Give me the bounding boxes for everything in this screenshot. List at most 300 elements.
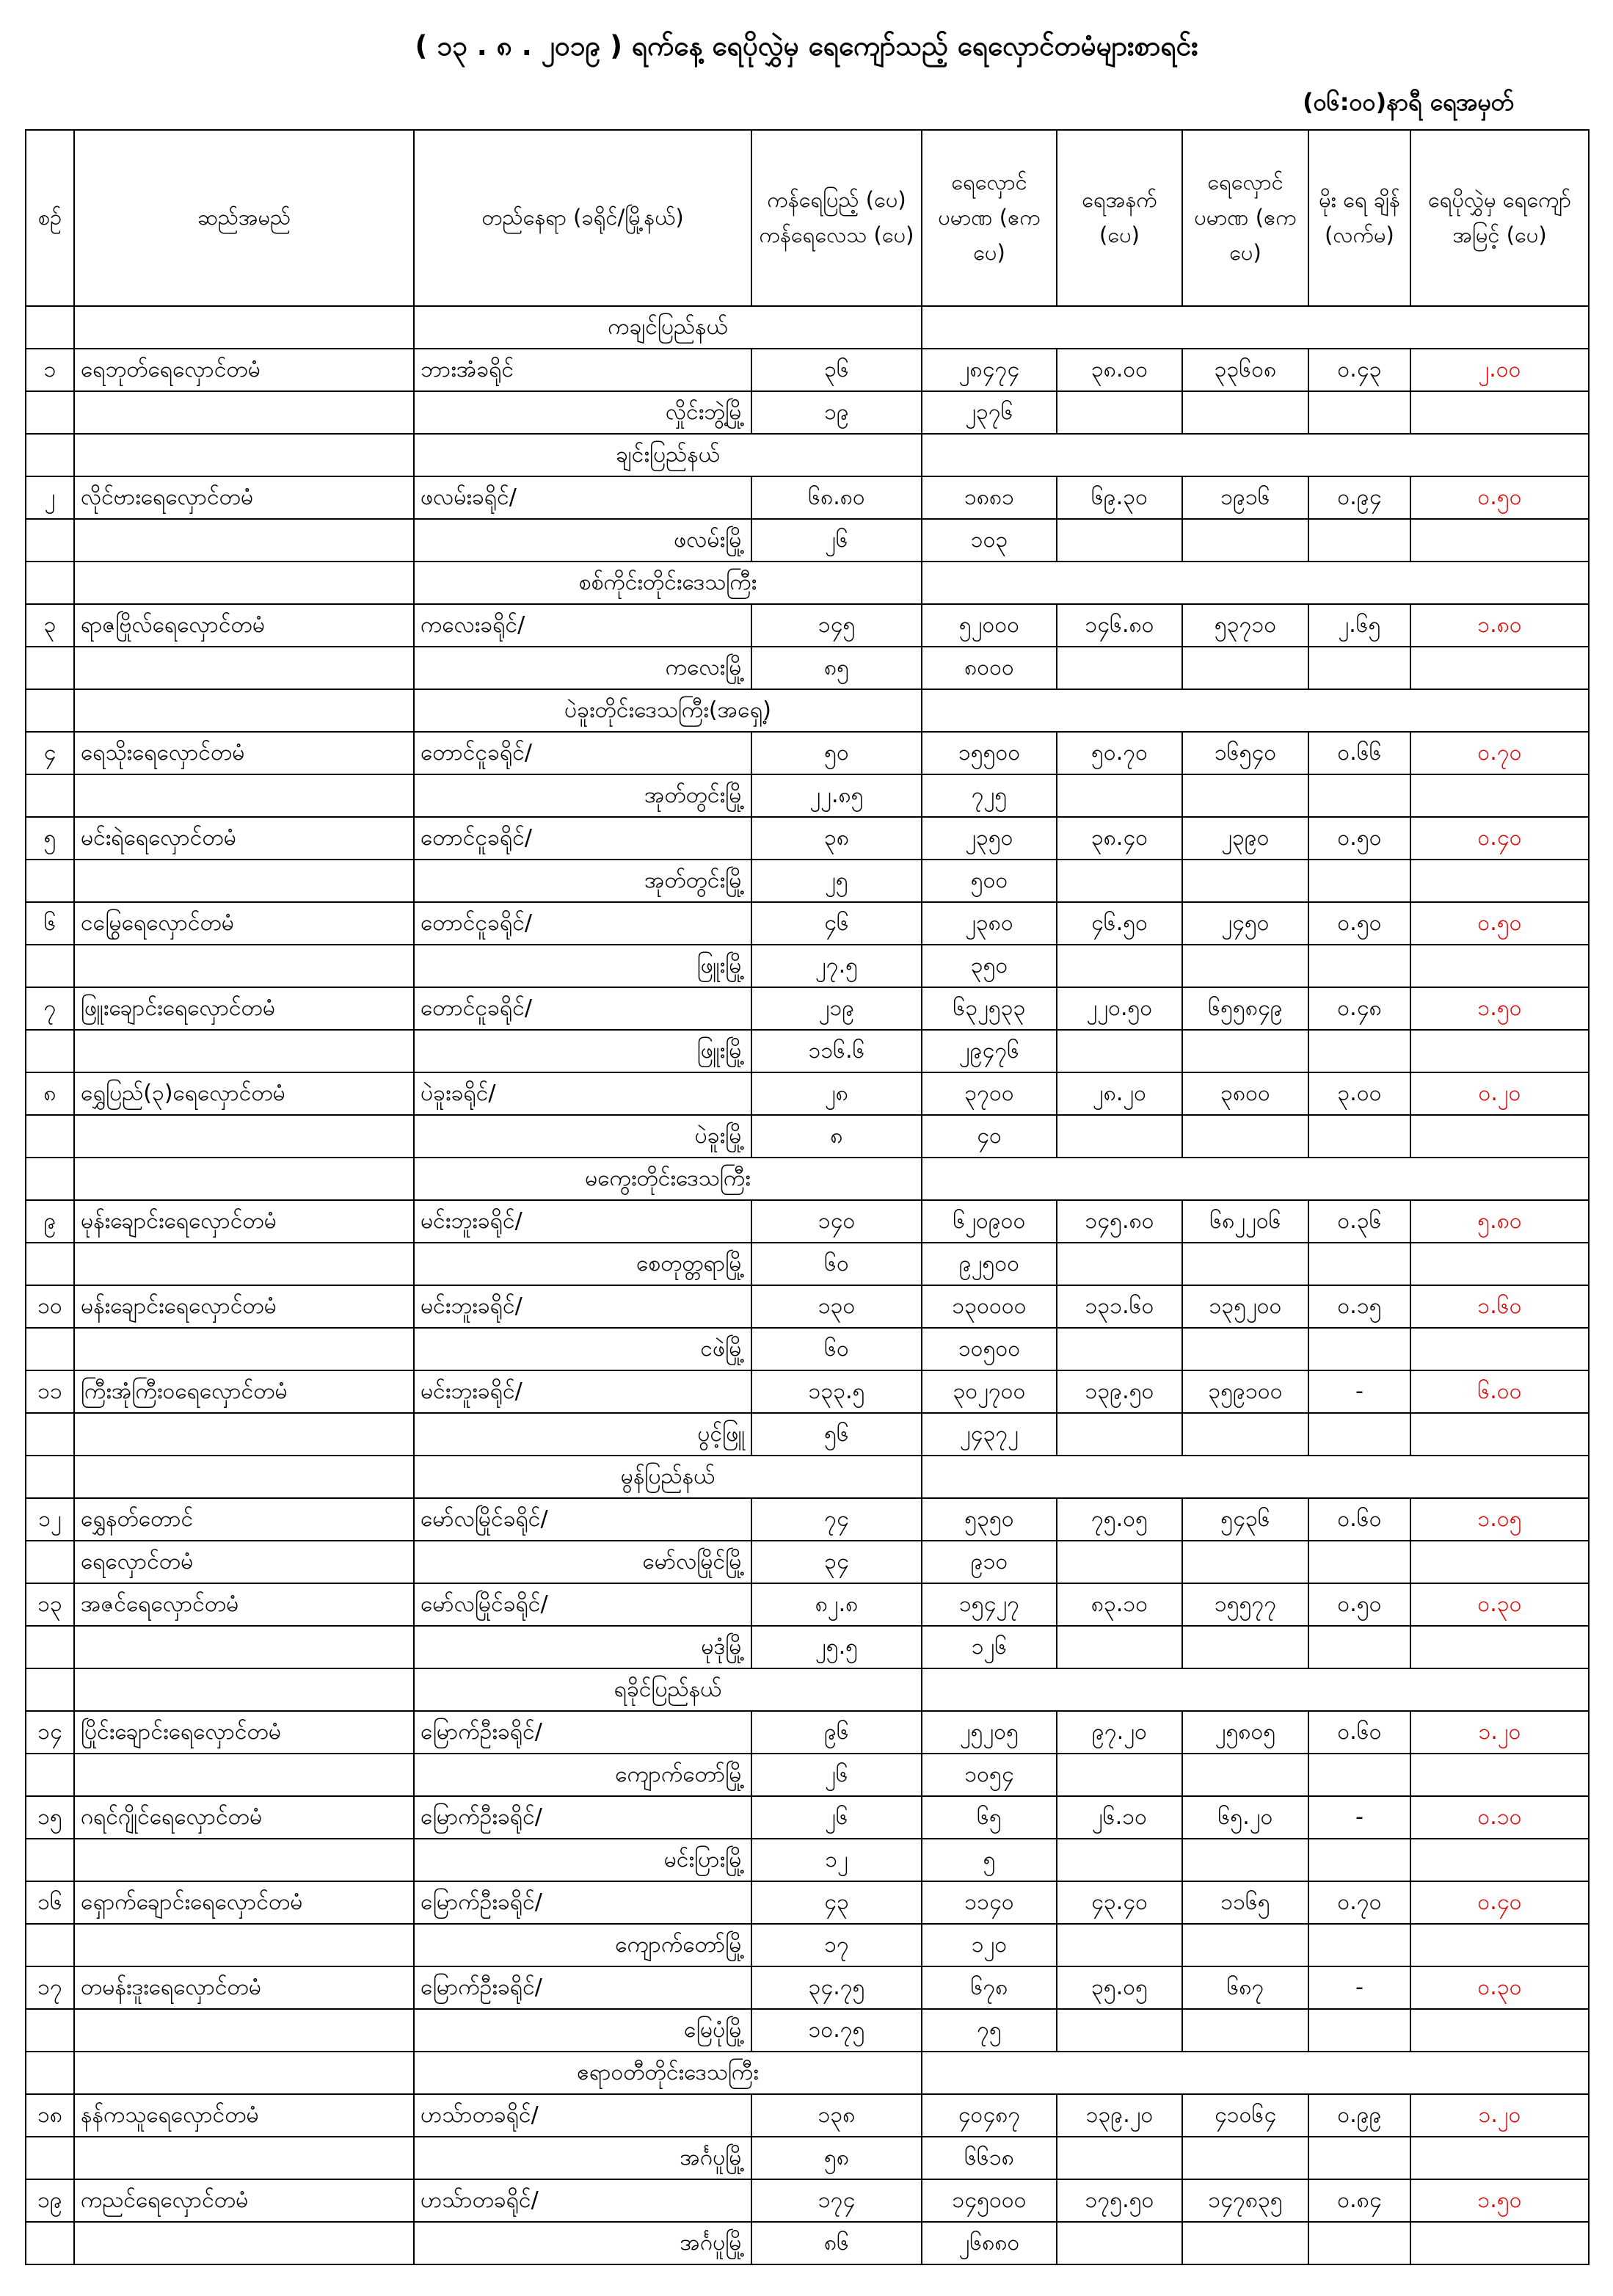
cell-empty <box>1057 1328 1182 1370</box>
cell-dam-name <box>74 1030 414 1072</box>
cell-no <box>26 1158 74 1200</box>
cell-empty <box>1057 2222 1182 2264</box>
cell-area: ၂၆ <box>751 1754 922 1796</box>
cell-empty <box>1410 2222 1589 2264</box>
cell-empty <box>1410 1626 1589 1668</box>
cell-empty <box>922 2052 1589 2094</box>
cell-empty <box>1057 647 1182 689</box>
cell-rainfall: ၀.၅၀ <box>1308 1583 1410 1626</box>
cell-no <box>26 1456 74 1498</box>
table-subrow <box>26 1413 1589 1456</box>
cell-overflow: ၀.၅၀ <box>1410 902 1589 945</box>
table-row <box>26 1072 1589 1115</box>
cell-no <box>26 1839 74 1881</box>
cell-overflow: ၀.၃၀ <box>1410 1966 1589 2009</box>
cell-overflow: ၀.၅၀ <box>1410 476 1589 519</box>
cell-empty <box>1182 860 1308 902</box>
cell-full-level: ၁၃၈ <box>751 2094 922 2137</box>
cell-rainfall: ၀.၄၈ <box>1308 987 1410 1030</box>
cell-district: တောင်ငူခရိုင်/ <box>414 732 751 774</box>
table-row <box>26 1370 1589 1413</box>
cell-no <box>26 860 74 902</box>
cell-dam-name <box>74 1243 414 1285</box>
cell-water-level: ၃၅.၀၅ <box>1057 1966 1182 2009</box>
cell-rainfall: ၀.၆၆ <box>1308 732 1410 774</box>
cell-capacity: ၅၂၀၀၀ <box>922 604 1057 647</box>
table-subrow <box>26 519 1589 562</box>
cell-dam-name: နန်ကသူရေလှောင်တမံ <box>74 2094 414 2137</box>
cell-area-capacity: ၉၂၅၀၀ <box>922 1243 1057 1285</box>
cell-area: ၃၄ <box>751 1541 922 1583</box>
cell-district: မင်းဘူးခရိုင်/ <box>414 1370 751 1413</box>
cell-storage: ၆၅၅၈၄၉ <box>1182 987 1308 1030</box>
cell-no: ၁၁ <box>26 1370 74 1413</box>
cell-overflow: ၂.၀၀ <box>1410 349 1589 391</box>
cell-rainfall: - <box>1308 1796 1410 1839</box>
col-header-water-level: ရေအနက် (ပေ) <box>1057 130 1182 306</box>
cell-full-level: ၃၆ <box>751 349 922 391</box>
cell-township: ကလေးမြို့ <box>414 647 751 689</box>
cell-no <box>26 1115 74 1158</box>
cell-empty <box>922 306 1589 349</box>
region-row <box>26 562 1589 604</box>
cell-empty <box>1410 860 1589 902</box>
cell-full-level: ၆၈.၈၀ <box>751 476 922 519</box>
cell-empty <box>1308 1754 1410 1796</box>
table-row <box>26 1711 1589 1754</box>
cell-empty <box>1057 1924 1182 1966</box>
cell-overflow: ၀.၇၀ <box>1410 732 1589 774</box>
cell-area-capacity: ၇၅ <box>922 2009 1057 2052</box>
cell-rainfall: ၀.၈၄ <box>1308 2179 1410 2222</box>
cell-no: ၁၇ <box>26 1966 74 2009</box>
cell-full-level: ၁၃၃.၅ <box>751 1370 922 1413</box>
cell-capacity: ၁၅၅၀၀ <box>922 732 1057 774</box>
cell-name <box>74 562 414 604</box>
cell-dam-name: ရွှေနတ်တောင် <box>74 1498 414 1541</box>
cell-area-capacity: ၁၂၆ <box>922 1626 1057 1668</box>
cell-district: မြောက်ဦးခရိုင်/ <box>414 1796 751 1839</box>
cell-district: မြောက်ဦးခရိုင်/ <box>414 1966 751 2009</box>
cell-capacity: ၁၅၄၂၇ <box>922 1583 1057 1626</box>
cell-no: ၁၃ <box>26 1583 74 1626</box>
cell-empty <box>1308 2222 1410 2264</box>
cell-empty <box>1057 1413 1182 1456</box>
table-subrow <box>26 1243 1589 1285</box>
cell-water-level: ၄၆.၅၀ <box>1057 902 1182 945</box>
cell-district: ဟသ်ာတခရိုင်/ <box>414 2094 751 2137</box>
table-row <box>26 902 1589 945</box>
table-subrow <box>26 391 1589 434</box>
cell-district: မြောက်ဦးခရိုင်/ <box>414 1881 751 1924</box>
region-row <box>26 689 1589 732</box>
cell-district: မော်လမြိုင်ခရိုင်/ <box>414 1583 751 1626</box>
cell-water-level: ၂၈.၂၀ <box>1057 1072 1182 1115</box>
cell-water-level: ၂၆.၁၀ <box>1057 1796 1182 1839</box>
cell-full-level: ၂၁၉ <box>751 987 922 1030</box>
cell-no: ၇ <box>26 987 74 1030</box>
cell-empty <box>1410 1924 1589 1966</box>
cell-no <box>26 1413 74 1456</box>
cell-area-capacity: ၁၀၅၀၀ <box>922 1328 1057 1370</box>
region-row <box>26 1456 1589 1498</box>
cell-area: ၂၇.၅ <box>751 945 922 987</box>
cell-empty <box>1182 647 1308 689</box>
cell-area-capacity: ၅ <box>922 1839 1057 1881</box>
cell-rainfall: ၀.၉၄ <box>1308 476 1410 519</box>
cell-dam-name <box>74 774 414 817</box>
cell-capacity: ၁၈၈၁ <box>922 476 1057 519</box>
cell-full-level: ၁၄၅ <box>751 604 922 647</box>
cell-water-level: ၁၄၆.၈၀ <box>1057 604 1182 647</box>
cell-no: ၄ <box>26 732 74 774</box>
cell-capacity: ၃၇၀၀ <box>922 1072 1057 1115</box>
cell-township: မုဒုံမြို့ <box>414 1626 751 1668</box>
cell-dam-name: ငမြွေရေလှောင်တမံ <box>74 902 414 945</box>
cell-empty <box>1308 2009 1410 2052</box>
cell-empty <box>1410 1115 1589 1158</box>
cell-no <box>26 1924 74 1966</box>
cell-empty <box>922 1158 1589 1200</box>
cell-area: ၂၅.၅ <box>751 1626 922 1668</box>
cell-township: ဖလမ်းမြို့ <box>414 519 751 562</box>
cell-storage: ၁၅၅၇၇ <box>1182 1583 1308 1626</box>
cell-rainfall: ၀.၃၆ <box>1308 1200 1410 1243</box>
cell-area-capacity: ၂၃၇၆ <box>922 391 1057 434</box>
cell-dam-name: ရာဇဗြိုလ်ရေလှောင်တမံ <box>74 604 414 647</box>
cell-empty <box>922 689 1589 732</box>
table-subrow <box>26 1924 1589 1966</box>
cell-water-level: ၄၃.၄၀ <box>1057 1881 1182 1924</box>
cell-water-level: ၉၇.၂၀ <box>1057 1711 1182 1754</box>
table-row <box>26 2179 1589 2222</box>
cell-full-level: ၇၄ <box>751 1498 922 1541</box>
cell-area-capacity: ၆၆၁၈ <box>922 2137 1057 2179</box>
cell-township: မော်လမြိုင်မြို့ <box>414 1541 751 1583</box>
cell-dam-name <box>74 1754 414 1796</box>
cell-dam-name: ရေဘုတ်ရေလှောင်တမံ <box>74 349 414 391</box>
cell-dam-name <box>74 1839 414 1881</box>
table-row <box>26 1881 1589 1924</box>
cell-empty <box>1410 1030 1589 1072</box>
cell-empty <box>1308 2137 1410 2179</box>
cell-area-capacity: ၂၉၄၇၆ <box>922 1030 1057 1072</box>
cell-overflow: ၁.၅၀ <box>1410 2179 1589 2222</box>
cell-rainfall: ၂.၆၅ <box>1308 604 1410 647</box>
cell-empty <box>1182 1541 1308 1583</box>
cell-storage: ၆၅.၂၀ <box>1182 1796 1308 1839</box>
region-row <box>26 1668 1589 1711</box>
cell-dam-name <box>74 1626 414 1668</box>
cell-no <box>26 2009 74 2052</box>
cell-district: မြောက်ဦးခရိုင်/ <box>414 1711 751 1754</box>
table-subrow <box>26 1328 1589 1370</box>
cell-empty <box>1182 2137 1308 2179</box>
cell-empty <box>1410 1754 1589 1796</box>
cell-district: ပဲခူးခရိုင်/ <box>414 1072 751 1115</box>
cell-no <box>26 774 74 817</box>
cell-no: ၃ <box>26 604 74 647</box>
cell-area-capacity: ၂၄၃၇၂ <box>922 1413 1057 1456</box>
cell-area: ၆၀ <box>751 1328 922 1370</box>
cell-no: ၅ <box>26 817 74 860</box>
table-subrow <box>26 1754 1589 1796</box>
cell-empty <box>1308 1839 1410 1881</box>
cell-area-capacity: ၅၀၀ <box>922 860 1057 902</box>
cell-empty <box>922 1456 1589 1498</box>
cell-storage: ၄၁၀၆၄ <box>1182 2094 1308 2137</box>
cell-empty <box>1410 647 1589 689</box>
cell-empty <box>1308 945 1410 987</box>
cell-storage: ၂၃၉၀ <box>1182 817 1308 860</box>
cell-no: ၁၀ <box>26 1285 74 1328</box>
cell-no <box>26 1243 74 1285</box>
cell-area-capacity: ၉၁၀ <box>922 1541 1057 1583</box>
cell-township: အင်္ဂပူမြို့ <box>414 2222 751 2264</box>
cell-empty <box>1410 1328 1589 1370</box>
cell-no: ၁၄ <box>26 1711 74 1754</box>
col-header-name: ဆည်အမည် <box>74 130 414 306</box>
cell-empty <box>1410 945 1589 987</box>
cell-empty <box>1057 519 1182 562</box>
cell-empty <box>1057 1541 1182 1583</box>
cell-district: တောင်ငူခရိုင်/ <box>414 817 751 860</box>
cell-township: ငဖဲမြို့ <box>414 1328 751 1370</box>
cell-area-capacity: ၄၀ <box>922 1115 1057 1158</box>
cell-overflow: ၁.၀၅ <box>1410 1498 1589 1541</box>
cell-rainfall: - <box>1308 1370 1410 1413</box>
cell-empty <box>1182 1243 1308 1285</box>
table-subrow <box>26 1030 1589 1072</box>
cell-full-level: ၈၂.၈ <box>751 1583 922 1626</box>
cell-no: ၁၈ <box>26 2094 74 2137</box>
cell-no: ၁၉ <box>26 2179 74 2222</box>
cell-overflow: ၆.၀၀ <box>1410 1370 1589 1413</box>
cell-empty <box>1410 2009 1589 2052</box>
cell-no: ၁၆ <box>26 1881 74 1924</box>
col-header-rainfall: မိုး ရေ ချိန် (လက်မ) <box>1308 130 1410 306</box>
cell-township: မင်းပြားမြို့ <box>414 1839 751 1881</box>
cell-no <box>26 647 74 689</box>
table-row <box>26 1583 1589 1626</box>
cell-empty <box>1410 774 1589 817</box>
table-row <box>26 1796 1589 1839</box>
cell-district: ဟသ်ာတခရိုင်/ <box>414 2179 751 2222</box>
cell-storage: ၁၉၁၆ <box>1182 476 1308 519</box>
cell-dam-name: ရှောက်ချောင်းရေလှောင်တမံ <box>74 1881 414 1924</box>
cell-dam-name <box>74 647 414 689</box>
cell-dam-name: တမန်းဒူးရေလှောင်တမံ <box>74 1966 414 2009</box>
cell-empty <box>1410 1413 1589 1456</box>
cell-empty <box>1410 1541 1589 1583</box>
cell-empty <box>922 1668 1589 1711</box>
cell-full-level: ၃၈ <box>751 817 922 860</box>
cell-area: ၂၂.၈၅ <box>751 774 922 817</box>
cell-dam-name <box>74 945 414 987</box>
cell-no: ၁၂ <box>26 1498 74 1541</box>
table-row <box>26 349 1589 391</box>
cell-overflow: ၀.၄၀ <box>1410 1881 1589 1924</box>
cell-empty <box>1308 860 1410 902</box>
cell-empty <box>1308 774 1410 817</box>
cell-no <box>26 1754 74 1796</box>
cell-empty <box>1057 1754 1182 1796</box>
cell-dam-name <box>74 1924 414 1966</box>
cell-overflow: ၅.၈၀ <box>1410 1200 1589 1243</box>
cell-empty <box>1182 1839 1308 1881</box>
header-row <box>26 130 1589 306</box>
cell-storage: ၅၄၃၆ <box>1182 1498 1308 1541</box>
cell-district: မော်လမြိုင်ခရိုင်/ <box>414 1498 751 1541</box>
cell-full-level: ၄၃ <box>751 1881 922 1924</box>
cell-name <box>74 1456 414 1498</box>
table-subrow <box>26 1839 1589 1881</box>
cell-dam-name: ကြီးအုံကြီးဝရေလှောင်တမံ <box>74 1370 414 1413</box>
page-title: ( ၁၃ . ၈ . ၂၀၁၉ ) ရက်နေ့ ရေပိုလွှဲမှ ရေကျော်သည့် ရေလှောင်တမံများစာရင်း <box>415 30 1198 62</box>
cell-capacity: ၄၀၄၈၇ <box>922 2094 1057 2137</box>
cell-empty <box>1308 647 1410 689</box>
cell-empty <box>1308 519 1410 562</box>
cell-full-level: ၁၃၀ <box>751 1285 922 1328</box>
cell-overflow: ၁.၂၀ <box>1410 1711 1589 1754</box>
cell-storage: ၂၅၈၀၅ <box>1182 1711 1308 1754</box>
cell-overflow: ၁.၆၀ <box>1410 1285 1589 1328</box>
cell-no <box>26 2137 74 2179</box>
cell-capacity: ၆၂၀၉၀၀ <box>922 1200 1057 1243</box>
cell-area-capacity: ၈၀၀၀ <box>922 647 1057 689</box>
cell-area: ၅၈ <box>751 2137 922 2179</box>
cell-area: ၈ <box>751 1115 922 1158</box>
cell-dam-name <box>74 860 414 902</box>
table-row <box>26 1498 1589 1541</box>
cell-empty <box>1182 1030 1308 1072</box>
cell-name <box>74 306 414 349</box>
region-name: မကွေးတိုင်းဒေသကြီး <box>414 1158 922 1200</box>
cell-full-level: ၁၇၄ <box>751 2179 922 2222</box>
table-body <box>26 306 1589 2264</box>
cell-empty <box>1308 1626 1410 1668</box>
cell-rainfall: ၃.၀၀ <box>1308 1072 1410 1115</box>
table-subrow <box>26 860 1589 902</box>
cell-storage: ၃၃၆၀၈ <box>1182 349 1308 391</box>
cell-storage: ၆၈၂၂၀၆ <box>1182 1200 1308 1243</box>
cell-storage: ၁၁၆၅ <box>1182 1881 1308 1924</box>
cell-area-capacity: ၁၀၅၄ <box>922 1754 1057 1796</box>
cell-dam-name <box>74 1115 414 1158</box>
cell-area: ၈၅ <box>751 647 922 689</box>
cell-empty <box>1410 519 1589 562</box>
cell-water-level: ၂၂၀.၅၀ <box>1057 987 1182 1030</box>
cell-empty <box>1182 1626 1308 1668</box>
cell-district: ဖလမ်းခရိုင်/ <box>414 476 751 519</box>
table-row <box>26 1200 1589 1243</box>
cell-rainfall: ၀.၅၀ <box>1308 817 1410 860</box>
cell-empty <box>1057 860 1182 902</box>
cell-dam-name: ပြိုင်းချောင်းရေလှောင်တမံ <box>74 1711 414 1754</box>
cell-empty <box>1308 1541 1410 1583</box>
cell-township: လှိုင်းဘွဲ့မြို့ <box>414 391 751 434</box>
cell-area-capacity: ၇၂၅ <box>922 774 1057 817</box>
table-subrow <box>26 1626 1589 1668</box>
cell-empty <box>1057 2009 1182 2052</box>
cell-empty <box>1308 1115 1410 1158</box>
cell-overflow: ၁.၅၀ <box>1410 987 1589 1030</box>
cell-capacity: ၁၁၄၀ <box>922 1881 1057 1924</box>
cell-empty <box>922 562 1589 604</box>
region-name: ပဲခူးတိုင်းဒေသကြီး(အရှေ့) <box>414 689 922 732</box>
cell-empty <box>1308 1924 1410 1966</box>
cell-water-level: ၁၃၉.၂၀ <box>1057 2094 1182 2137</box>
cell-area: ၂၆ <box>751 519 922 562</box>
cell-empty <box>1182 1754 1308 1796</box>
region-name: ချင်းပြည်နယ် <box>414 434 922 476</box>
table-subrow <box>26 2009 1589 2052</box>
cell-district: ဘားအံခရိုင် <box>414 349 751 391</box>
cell-no <box>26 945 74 987</box>
table-subrow <box>26 774 1589 817</box>
cell-empty <box>1182 519 1308 562</box>
cell-overflow: ၀.၂၀ <box>1410 1072 1589 1115</box>
cell-name <box>74 434 414 476</box>
cell-area: ၁၀.၇၅ <box>751 2009 922 2052</box>
cell-water-level: ၃၈.၀၀ <box>1057 349 1182 391</box>
cell-capacity: ၆၃၂၅၃၃ <box>922 987 1057 1030</box>
cell-empty <box>1410 1243 1589 1285</box>
table-row <box>26 1285 1589 1328</box>
cell-empty <box>1410 2137 1589 2179</box>
table-row <box>26 817 1589 860</box>
table-row <box>26 987 1589 1030</box>
cell-dam-name: ရွှေပြည်(၃)ရေလှောင်တမံ <box>74 1072 414 1115</box>
cell-township: ဖြူးမြို့ <box>414 1030 751 1072</box>
cell-no: ၆ <box>26 902 74 945</box>
table-row <box>26 604 1589 647</box>
cell-area: ၁၁၆.၆ <box>751 1030 922 1072</box>
cell-capacity: ၆၇၈ <box>922 1966 1057 2009</box>
region-name: ကချင်ပြည်နယ် <box>414 306 922 349</box>
cell-water-level: ၁၄၅.၈၀ <box>1057 1200 1182 1243</box>
cell-dam-name: ရေလှောင်တမံ <box>74 1541 414 1583</box>
col-header-overflow: ရေပိုလွှဲမှ ရေကျော် အမြင့် (ပေ) <box>1410 130 1589 306</box>
cell-area: ၁၇ <box>751 1924 922 1966</box>
table-row <box>26 476 1589 519</box>
cell-area: ၁၉ <box>751 391 922 434</box>
region-name: မွန်ပြည်နယ် <box>414 1456 922 1498</box>
cell-dam-name <box>74 1328 414 1370</box>
cell-township: ဖြူးမြို့ <box>414 945 751 987</box>
cell-capacity: ၂၃၅၀ <box>922 817 1057 860</box>
cell-district: မင်းဘူးခရိုင်/ <box>414 1200 751 1243</box>
cell-area: ၆၀ <box>751 1243 922 1285</box>
cell-capacity: ၆၅ <box>922 1796 1057 1839</box>
cell-no: ၈ <box>26 1072 74 1115</box>
cell-empty <box>1410 391 1589 434</box>
cell-water-level: ၁၃၉.၅၀ <box>1057 1370 1182 1413</box>
cell-empty <box>1308 1413 1410 1456</box>
cell-township: ကျောက်တော်မြို့ <box>414 1924 751 1966</box>
cell-no <box>26 1668 74 1711</box>
cell-capacity: ၅၃၅၀ <box>922 1498 1057 1541</box>
cell-storage: ၁၆၅၄၀ <box>1182 732 1308 774</box>
cell-water-level: ၁၇၅.၅၀ <box>1057 2179 1182 2222</box>
cell-full-level: ၁၄၀ <box>751 1200 922 1243</box>
cell-area: ၅၆ <box>751 1413 922 1456</box>
cell-capacity: ၁၄၅၀၀၀ <box>922 2179 1057 2222</box>
table-row <box>26 732 1589 774</box>
cell-empty <box>1182 774 1308 817</box>
cell-township: ပွင့်ဖြူ <box>414 1413 751 1456</box>
cell-dam-name: မန်းချောင်းရေလှောင်တမံ <box>74 1285 414 1328</box>
